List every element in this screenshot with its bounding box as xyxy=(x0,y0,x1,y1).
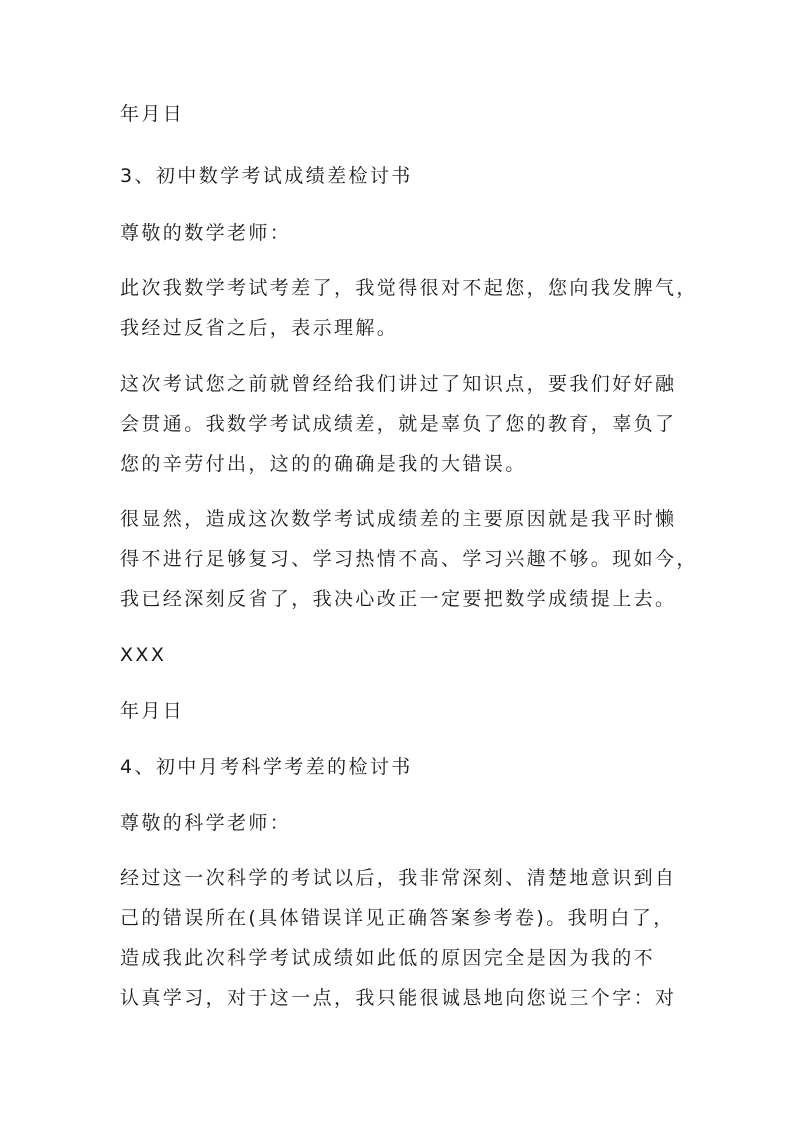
heading-4 xyxy=(120,747,680,787)
signature xyxy=(120,635,680,675)
text-line: 尊敬的科学老师： xyxy=(120,812,292,834)
paragraph-3 xyxy=(120,499,698,619)
text-line: 4、初中月考科学考差的检讨书 xyxy=(120,756,413,778)
heading-3 xyxy=(120,156,680,196)
salutation-2 xyxy=(120,803,680,843)
text-line: 得不进行足够复习、学习热情不高、学习兴趣不够。现如今， xyxy=(120,548,698,570)
date-line-2 xyxy=(120,691,680,731)
text-line: 我经过反省之后，表示理解。 xyxy=(120,317,399,339)
text-line: 认真学习，对于这一点，我只能很诚恳地向您说三个字：对 xyxy=(120,987,677,1009)
text-line: 这次考试您之前就曾经给我们讲过了知识点，要我们好好融 xyxy=(120,373,677,395)
text-line: XXX xyxy=(120,644,167,666)
date-line-1 xyxy=(120,94,680,134)
text-line: 我已经深刻反省了，我决心改正一定要把数学成绩提上去。 xyxy=(120,588,677,610)
paragraph-1 xyxy=(120,268,698,348)
text-line: 会贯通。我数学考试成绩差，就是辜负了您的教育，辜负了 xyxy=(120,413,677,435)
text-line: 经过这一次科学的考试以后，我非常深刻、清楚地意识到自 xyxy=(120,867,677,889)
text-line: 造成我此次科学考试成绩如此低的原因完全是因为我的不 xyxy=(120,947,656,969)
text-line: 年月日 xyxy=(120,103,185,125)
text-line: 己的错误所在(具体错误详见正确答案参考卷)。我明白了， xyxy=(120,907,675,929)
text-line: 您的辛劳付出，这的的确确是我的大错误。 xyxy=(120,453,527,475)
text-line: 尊敬的数学老师： xyxy=(120,222,292,244)
paragraph-4 xyxy=(120,858,680,1018)
paragraph-2 xyxy=(120,364,680,484)
text-line: 此次我数学考试考差了，我觉得很对不起您，您向我发脾气， xyxy=(120,277,698,299)
text-line: 年月日 xyxy=(120,700,185,722)
text-line: 3、初中数学考试成绩差检讨书 xyxy=(120,165,413,187)
salutation-1 xyxy=(120,213,680,253)
text-line: 很显然，造成这次数学考试成绩差的主要原因就是我平时懒 xyxy=(120,508,677,530)
